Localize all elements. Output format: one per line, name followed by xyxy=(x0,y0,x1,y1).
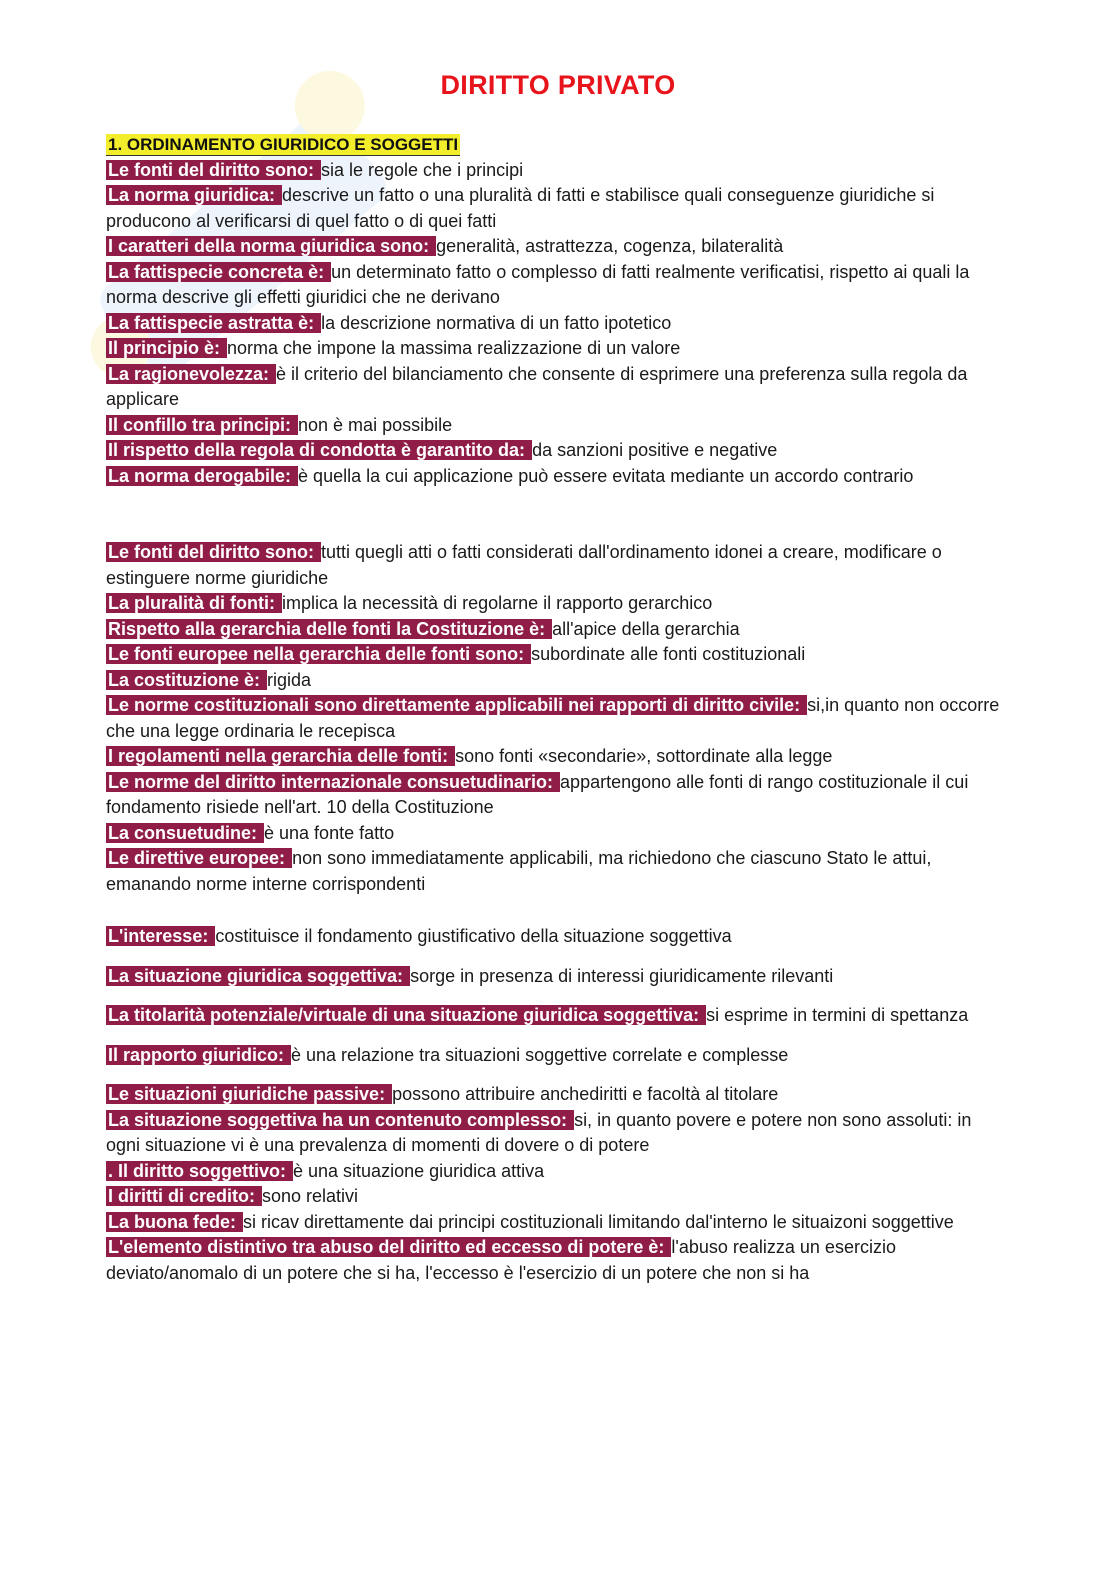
qa-label: I regolamenti nella gerarchia delle fonti: xyxy=(108,746,454,766)
qa-item xyxy=(106,744,1006,770)
qa-label: La pluralità di fonti: xyxy=(108,593,280,613)
spacer xyxy=(106,1068,1006,1082)
qa-answer: un determinato fatto o complesso di fatti realmente verificatisi, rispetto ai quali la norma descrive gli effetti giuridici che ne derivano xyxy=(106,261,970,307)
qa-answer: subordinate alle fonti costituzionali xyxy=(531,644,806,664)
qa-block-2 xyxy=(106,540,1006,897)
qa-item xyxy=(106,693,1006,744)
qa-label: Le situazioni giuridiche passive: xyxy=(108,1084,391,1104)
qa-label: La norma derogabile: xyxy=(108,465,297,486)
section-heading: 1. ORDINAMENTO GIURIDICO E SOGGETTI xyxy=(108,135,459,154)
qa-item xyxy=(106,770,1006,821)
qa-item xyxy=(106,438,1006,464)
qa-label: Le fonti del diritto sono: xyxy=(108,159,319,180)
qa-label: L'interesse: xyxy=(108,926,214,946)
qa-answer: è una situazione giuridica attiva xyxy=(293,1160,545,1181)
qa-answer: è una fonte fatto xyxy=(264,822,395,843)
qa-item xyxy=(106,642,1006,668)
qa-item xyxy=(106,158,1006,184)
qa-label: I diritti di credito: xyxy=(108,1186,260,1206)
qa-answer: non è mai possibile xyxy=(298,414,453,435)
qa-item xyxy=(106,540,1006,591)
qa-label: Il rapporto giuridico: xyxy=(108,1044,289,1065)
spacer xyxy=(106,950,1006,964)
qa-label: Le norme costituzionali sono direttamente applicabili nei rapporti di diritto civile: xyxy=(108,695,806,715)
qa-answer: si esprime in termini di spettanza xyxy=(706,1005,969,1025)
qa-label: La consuetudine: xyxy=(108,822,263,843)
qa-item xyxy=(106,1043,1006,1069)
qa-answer: non sono immediatamente applicabili, ma richiedono che ciascuno Stato le attui, emanando norme interne corrispondenti xyxy=(106,848,932,894)
qa-label: La ragionevolezza: xyxy=(108,363,275,384)
qa-label: La norma giuridica: xyxy=(108,185,281,205)
qa-label: Le direttive europee: xyxy=(108,848,291,868)
qa-answer: generalità, astrattezza, cogenza, bilateralità xyxy=(436,236,784,256)
qa-label: . Il diritto soggettivo: xyxy=(108,1160,291,1181)
qa-item xyxy=(106,1108,1006,1159)
qa-answer: all'apice della gerarchia xyxy=(552,618,740,639)
qa-label: Le fonti europee nella gerarchia delle fonti sono: xyxy=(108,644,530,664)
qa-item xyxy=(106,1082,1006,1108)
qa-answer: si, in quanto povere e potere non sono assoluti: in ogni situazione vi è una prevalenza di momenti di dovere o di potere xyxy=(106,1109,972,1155)
qa-label: La costituzione è: xyxy=(108,669,266,690)
qa-item xyxy=(106,617,1006,643)
qa-label: La titolarità potenziale/virtuale di una situazione giuridica soggettiva: xyxy=(108,1005,705,1025)
qa-label: Il rispetto della regola di condotta è garantito da: xyxy=(108,440,531,460)
qa-item xyxy=(106,464,1006,490)
qa-item xyxy=(106,821,1006,847)
qa-item xyxy=(106,1159,1006,1185)
qa-answer: sono fonti «secondarie», sottordinate alla legge xyxy=(455,746,833,766)
qa-label: La situazione soggettiva ha un contenuto complesso: xyxy=(108,1109,573,1130)
qa-answer: costituisce il fondamento giustificativo della situazione soggettiva xyxy=(215,926,732,946)
qa-label: L'elemento distintivo tra abuso del diritto ed eccesso di potere è: xyxy=(108,1237,670,1257)
qa-answer: è quella la cui applicazione può essere evitata mediante un accordo contrario xyxy=(298,465,914,486)
qa-label: Il confillo tra principi: xyxy=(108,414,297,435)
qa-item xyxy=(106,413,1006,439)
qa-answer: si,in quanto non occorre che una legge ordinaria le recepisca xyxy=(106,695,1000,741)
qa-answer: si ricav direttamente dai principi costituzionali limitando dal'interno le situaizoni soggettive xyxy=(243,1211,954,1232)
qa-item xyxy=(106,311,1006,337)
qa-item xyxy=(106,591,1006,617)
qa-item xyxy=(106,1235,1006,1286)
qa-answer: rigida xyxy=(267,669,312,690)
spacer xyxy=(106,989,1006,1003)
qa-item xyxy=(106,668,1006,694)
qa-label: Il principio è: xyxy=(108,338,226,358)
spacer xyxy=(106,897,1006,924)
qa-answer: tutti quegli atti o fatti considerati dall'ordinamento idonei a creare, modificare o estinguere norme giuridiche xyxy=(106,542,942,588)
spacer xyxy=(106,1029,1006,1043)
qa-block-1 xyxy=(106,158,1006,490)
qa-item xyxy=(106,1003,1006,1029)
document-body xyxy=(106,132,1006,1286)
qa-item xyxy=(106,362,1006,413)
qa-block-4 xyxy=(106,1082,1006,1286)
qa-label: La situazione giuridica soggettiva: xyxy=(108,965,409,986)
qa-item xyxy=(106,1184,1006,1210)
qa-item xyxy=(106,260,1006,311)
qa-answer: sorge in presenza di interessi giuridicamente rilevanti xyxy=(410,965,834,986)
qa-item xyxy=(106,924,1006,950)
qa-item xyxy=(106,964,1006,990)
qa-answer: è il criterio del bilanciamento che consente di esprimere una preferenza sulla regola da applicare xyxy=(106,363,968,409)
qa-block-3 xyxy=(106,924,1006,1068)
qa-answer: sono relativi xyxy=(262,1186,359,1206)
qa-answer: possono attribuire anchediritti e facoltà al titolare xyxy=(392,1084,779,1104)
qa-label: Rispetto alla gerarchia delle fonti la Costituzione è: xyxy=(108,618,551,639)
qa-answer: descrive un fatto o una pluralità di fatti e stabilisce quali conseguenze giuridiche si producono al verificarsi di quel fatto o di quei fatti xyxy=(106,185,935,231)
qa-answer: norma che impone la massima realizzazione di un valore xyxy=(227,338,681,358)
page-title: DIRITTO PRIVATO xyxy=(440,70,676,100)
qa-item xyxy=(106,234,1006,260)
qa-label: Le fonti del diritto sono: xyxy=(108,542,319,562)
qa-answer: la descrizione normativa di un fatto ipotetico xyxy=(321,312,672,333)
qa-answer: l'abuso realizza un esercizio deviato/anomalo di un potere che si ha, l'eccesso è l'esercizio di un potere che non si ha xyxy=(106,1237,896,1283)
qa-label: Le norme del diritto internazionale consuetudinario: xyxy=(108,771,559,792)
qa-label: La fattispecie astratta è: xyxy=(108,312,320,333)
qa-answer: appartengono alle fonti di rango costituzionale il cui fondamento risiede nell'art. 10 della Costituzione xyxy=(106,771,969,817)
qa-answer: implica la necessità di regolarne il rapporto gerarchico xyxy=(282,593,713,613)
qa-label: La buona fede: xyxy=(108,1211,242,1232)
qa-answer: da sanzioni positive e negative xyxy=(532,440,778,460)
qa-item xyxy=(106,336,1006,362)
qa-item xyxy=(106,183,1006,234)
qa-label: La fattispecie concreta è: xyxy=(108,261,330,282)
qa-label: I caratteri della norma giuridica sono: xyxy=(108,236,435,256)
qa-item xyxy=(106,846,1006,897)
qa-item xyxy=(106,1210,1006,1236)
qa-answer: è una relazione tra situazioni soggettive correlate e complesse xyxy=(291,1044,789,1065)
qa-answer: sia le regole che i principi xyxy=(320,159,524,180)
spacer xyxy=(106,489,1006,540)
